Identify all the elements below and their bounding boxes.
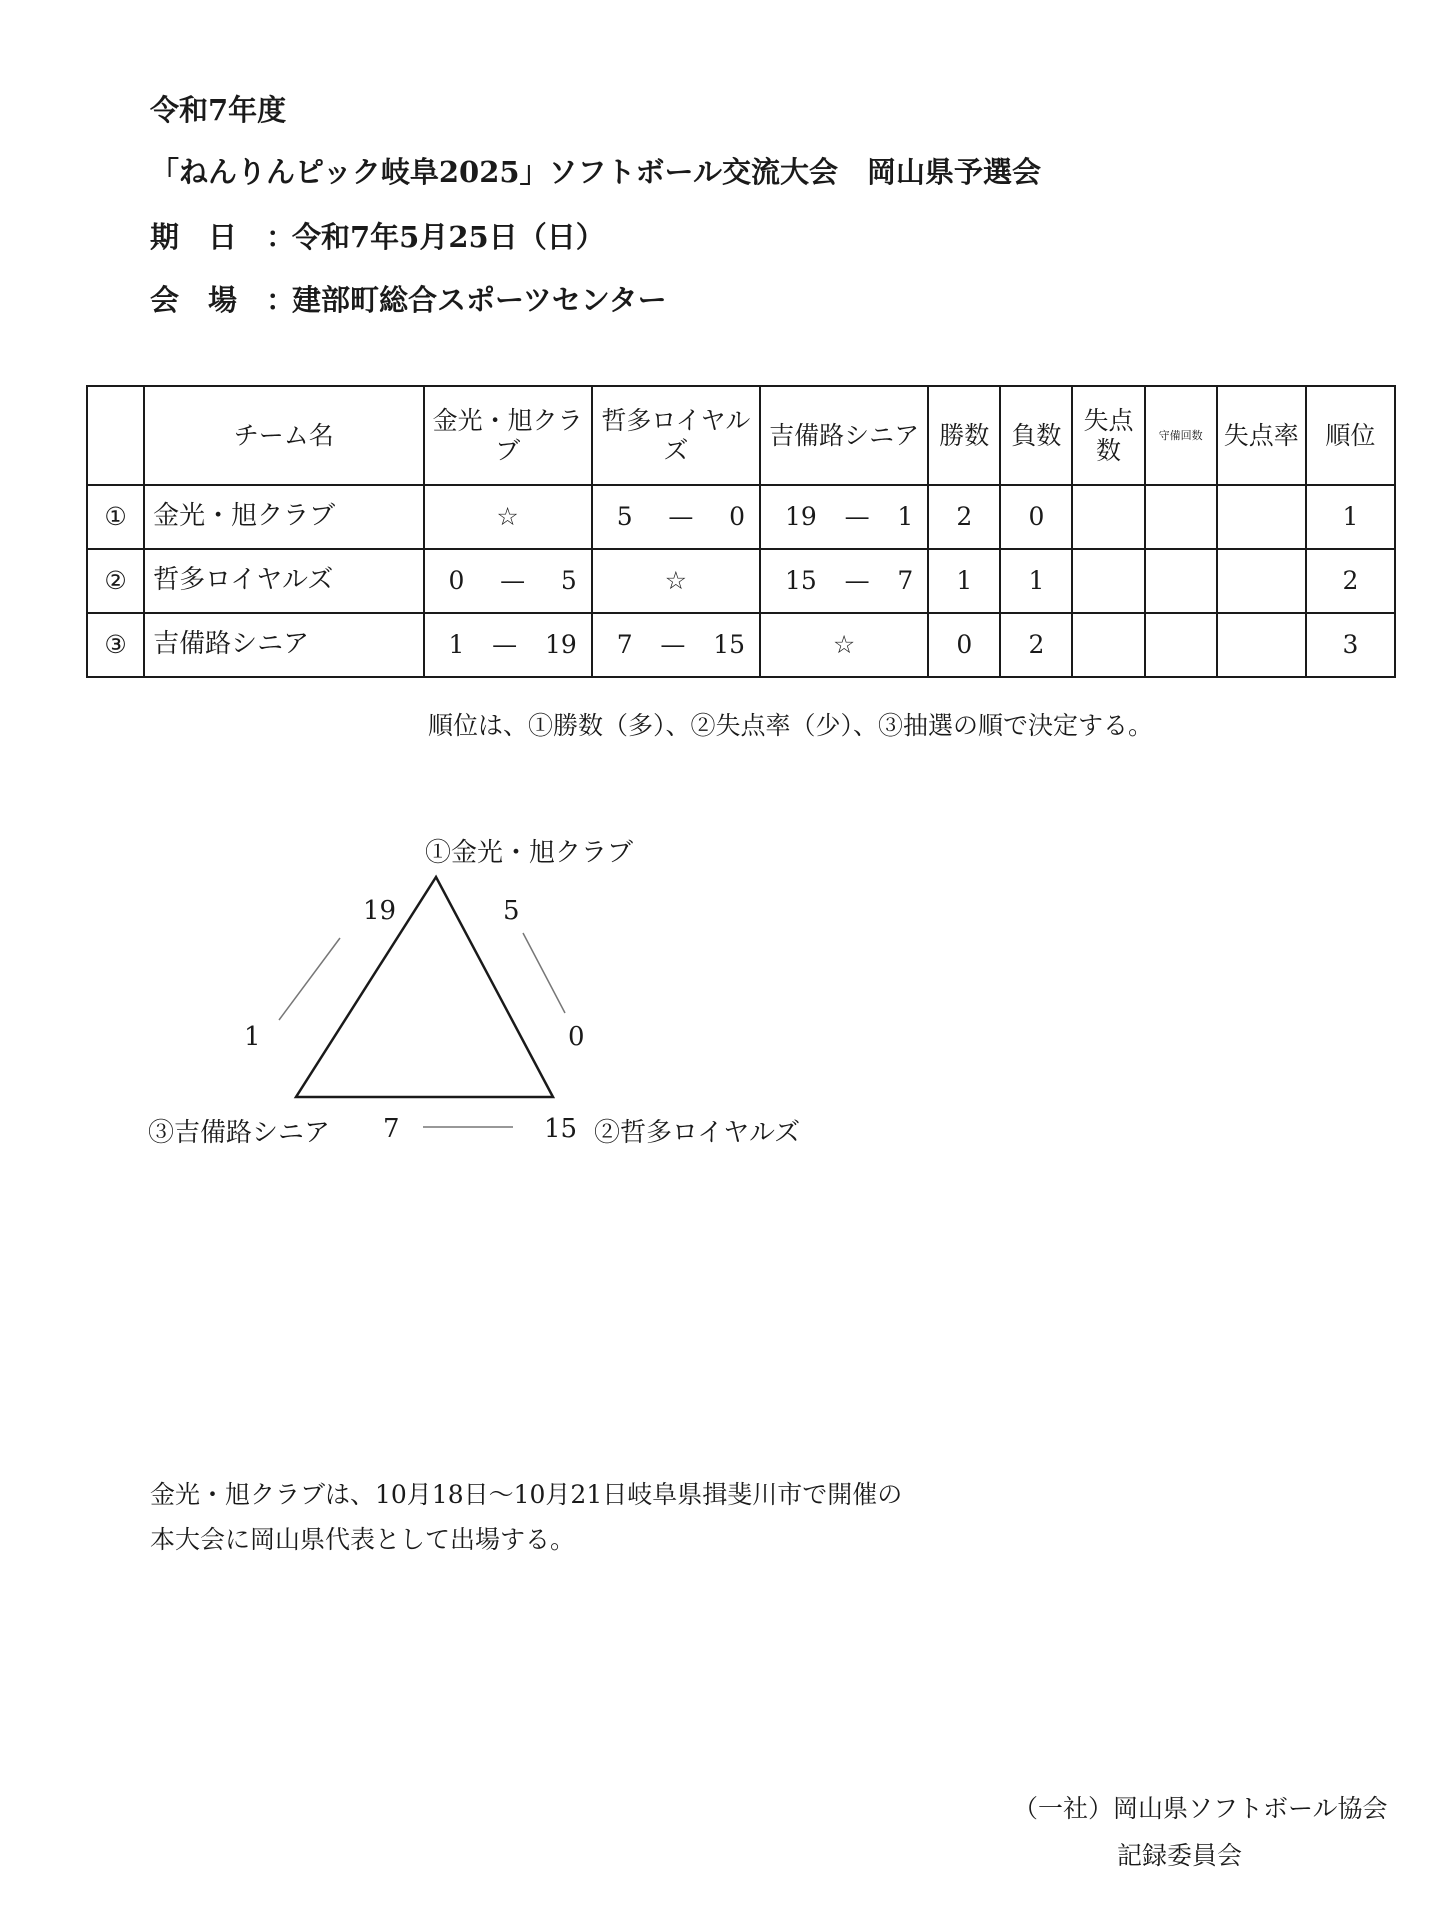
self-match-star: ☆ [592, 549, 760, 613]
diagram-score-right: 0 [568, 1022, 585, 1052]
score-own: 5 [616, 502, 633, 531]
score-opp: 15 [713, 630, 745, 659]
date-value: 令和7年5月25日（日） [292, 220, 605, 254]
score-own: 0 [448, 566, 465, 595]
score-dash: — [844, 566, 870, 595]
score-dash: — [660, 630, 686, 659]
header-runs-allowed: 失点数 [1072, 386, 1144, 485]
diagram-right-score-line [523, 933, 565, 1013]
header-col1-line1: 金光・旭クラ [432, 405, 583, 435]
header-col2: 哲多ロイヤルズ [592, 386, 760, 485]
diagram-score-left: 1 [244, 1022, 261, 1052]
organization-name: （一社）岡山県ソフトボール協会 [1013, 1794, 1388, 1823]
score-opp: 1 [897, 502, 914, 531]
committee-name: 記録委員会 [1117, 1841, 1243, 1870]
losses-cell: 2 [1000, 613, 1072, 677]
fiscal-year: 令和7年度 [150, 93, 287, 127]
diagram-score-top-left: 19 [363, 896, 397, 926]
header-col1-line2: ブ [495, 435, 521, 465]
diagram-top-team: ①金光・旭クラブ [425, 838, 634, 868]
diagram-left-team: ③吉備路シニア [148, 1118, 331, 1148]
score-dash: — [492, 630, 518, 659]
score-opp: 0 [729, 502, 745, 531]
diagram-score-bottom-left: 7 [383, 1114, 400, 1144]
header-losses: 負数 [1000, 386, 1072, 485]
ranking-note: 順位は、①勝数（多）、②失点率（少）、③抽選の順で決定する。 [428, 711, 1154, 740]
score-own: 7 [616, 630, 633, 659]
row-num: ③ [87, 613, 144, 677]
header-col3: 吉備路シニア [760, 386, 928, 485]
diagram-score-bottom-right: 15 [544, 1114, 578, 1144]
score-opp: 5 [560, 566, 577, 595]
rank-cell: 1 [1306, 485, 1395, 549]
score-dash: — [500, 566, 526, 595]
rank-cell: 2 [1306, 549, 1395, 613]
diagram-score-top-right: 5 [503, 896, 520, 926]
score-dash: — [668, 502, 694, 531]
score-opp: 19 [544, 630, 577, 659]
venue-value: 建部町総合スポーツセンター [292, 283, 667, 317]
header-wins: 勝数 [928, 386, 1000, 485]
header-team-name: チーム名 [144, 386, 423, 485]
header-run-rate: 失点率 [1217, 386, 1306, 485]
score-opp: 7 [897, 566, 914, 595]
team-name: 吉備路シニア [144, 613, 423, 677]
losses-cell: 0 [1000, 485, 1072, 549]
score-own: 19 [785, 502, 817, 531]
wins-cell: 0 [928, 613, 1000, 677]
wins-cell: 1 [928, 549, 1000, 613]
row-num: ① [87, 485, 144, 549]
losses-cell: 1 [1000, 549, 1072, 613]
date-label: 期 日 ： [150, 220, 296, 254]
score-own: 15 [785, 566, 817, 595]
venue-label: 会 場 ： [150, 283, 296, 317]
diagram-left-score-line [279, 938, 340, 1020]
self-match-star: ☆ [760, 613, 928, 677]
wins-cell: 2 [928, 485, 1000, 549]
row-num: ② [87, 549, 144, 613]
representative-note-line1: 金光・旭クラブは、10月18日～10月21日岐阜県揖斐川市で開催の [150, 1480, 903, 1509]
representative-note-line2: 本大会に岡山県代表として出場する。 [150, 1525, 576, 1554]
team-name: 金光・旭クラブ [144, 485, 423, 549]
self-match-star: ☆ [424, 485, 592, 549]
team-name: 哲多ロイヤルズ [144, 549, 423, 613]
score-own: 1 [448, 630, 465, 659]
page-title: 「ねんりんピック岐阜2025」ソフトボール交流大会 岡山県予選会 [150, 155, 1041, 189]
header-defense-innings: 守備回数 [1145, 386, 1217, 485]
score-dash: — [844, 502, 870, 531]
diagram-right-team: ②哲多ロイヤルズ [594, 1118, 801, 1148]
header-rank: 順位 [1306, 386, 1395, 485]
rank-cell: 3 [1306, 613, 1395, 677]
